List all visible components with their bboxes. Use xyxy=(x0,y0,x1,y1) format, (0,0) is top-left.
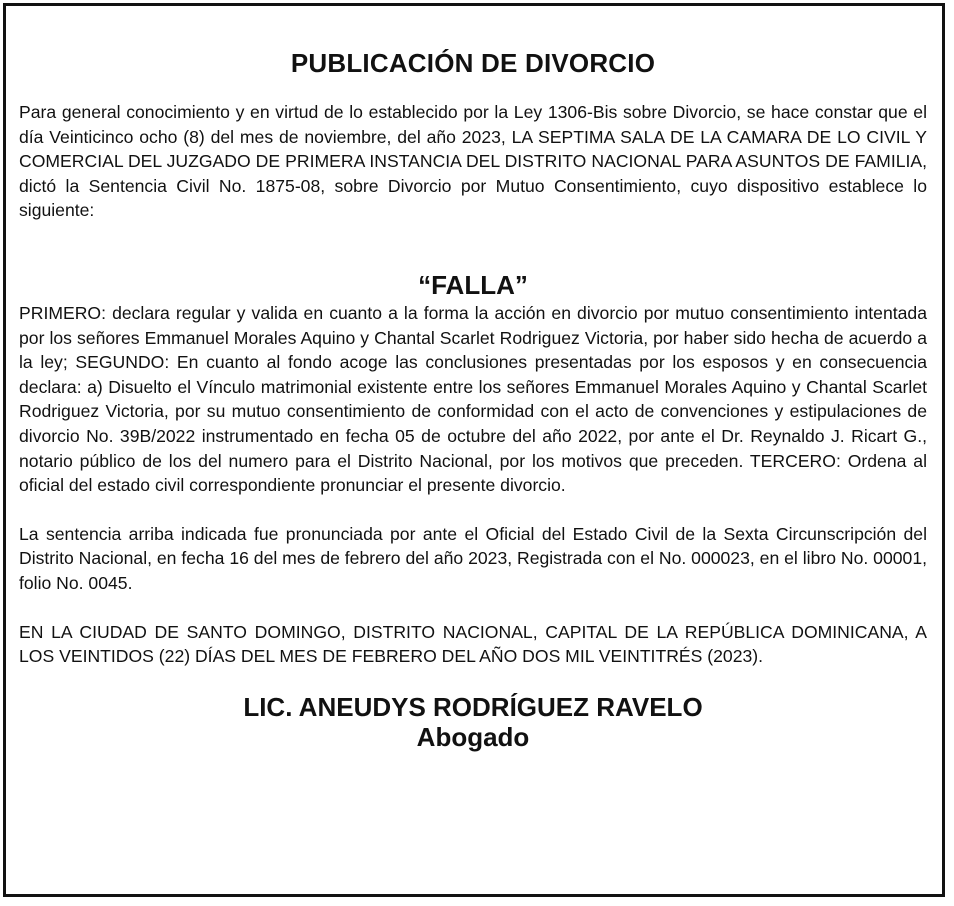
notice-title: PUBLICACIÓN DE DIVORCIO xyxy=(290,48,656,78)
signer-name: LIC. ANEUDYS RODRÍGUEZ RAVELO xyxy=(243,691,703,722)
intro-paragraph: Para general conocimiento y en virtud de lo establecido por la Ley 1306-Bis sobre Divorcio, se hace constar que el día Veinticinco ocho (8) del mes de noviembre, del año 2023, LA SEPTIMA SALA DE LA CAMARA DE LO CIVIL Y COMERCIAL DEL JUZGADO DE PRIMERA INSTANCIA DEL DISTRITO NACIONAL PARA ASUNTOS DE FAMILIA, dictó la Sentencia Civil No. 1875-08, sobre Divorcio por Mutuo Consentimiento, cuyo dispositivo establece lo siguiente: xyxy=(19,102,927,221)
closing-paragraph: EN LA CIUDAD DE SANTO DOMINGO, DISTRITO NACIONAL, CAPITAL DE LA REPÚBLICA DOMINICANA, A LOS VEINTIDOS (22) DÍAS DEL MES DE FEBRERO DEL AÑO DOS MIL VEINTITRÉS (2023). xyxy=(19,621,927,667)
falla-paragraph: PRIMERO: declara regular y valida en cuanto a la forma la acción en divorcio por mutuo consentimiento intentada por los señores Emmanuel Morales Aquino y Chantal Scarlet Rodriguez Victoria, por haber sido hecha de acuerdo a la ley; SEGUNDO: En cuanto al fondo acoge las conclusiones presentadas por los esposos y en consecuencia declara: a) Disuelto el Vínculo matrimonial existente entre los señores Emmanuel Morales Aquino y Chantal Scarlet Rodriguez Victoria, por su mutuo consentimiento de conformidad con el acto de convenciones y estipulaciones de divorcio No. 39B/2022 instrumentado en fecha 05 de octubre del año 2022, por ante el Dr. Reynaldo J. Ricart G., notario público de los del numero para el Distrito Nacional, por los motivos que preceden. TERCERO: Ordena al oficial del estado civil correspondiente pronunciar el presente divorcio. xyxy=(19,302,927,496)
paragraph-spacer xyxy=(19,596,927,620)
paragraph-spacer xyxy=(19,498,927,522)
falla-heading: “FALLA” xyxy=(418,269,528,300)
signer-role: Abogado xyxy=(416,721,530,752)
registration-paragraph: La sentencia arriba indicada fue pronunciada por ante el Oficial del Estado Civil de la Sexta Circunscripción del Distrito Nacional, en fecha 16 del mes de febrero del año 2023, Registrada con el No. 000023, en el libro No. 00001, folio No. 0045. xyxy=(19,523,927,593)
notice-content xyxy=(19,47,927,752)
